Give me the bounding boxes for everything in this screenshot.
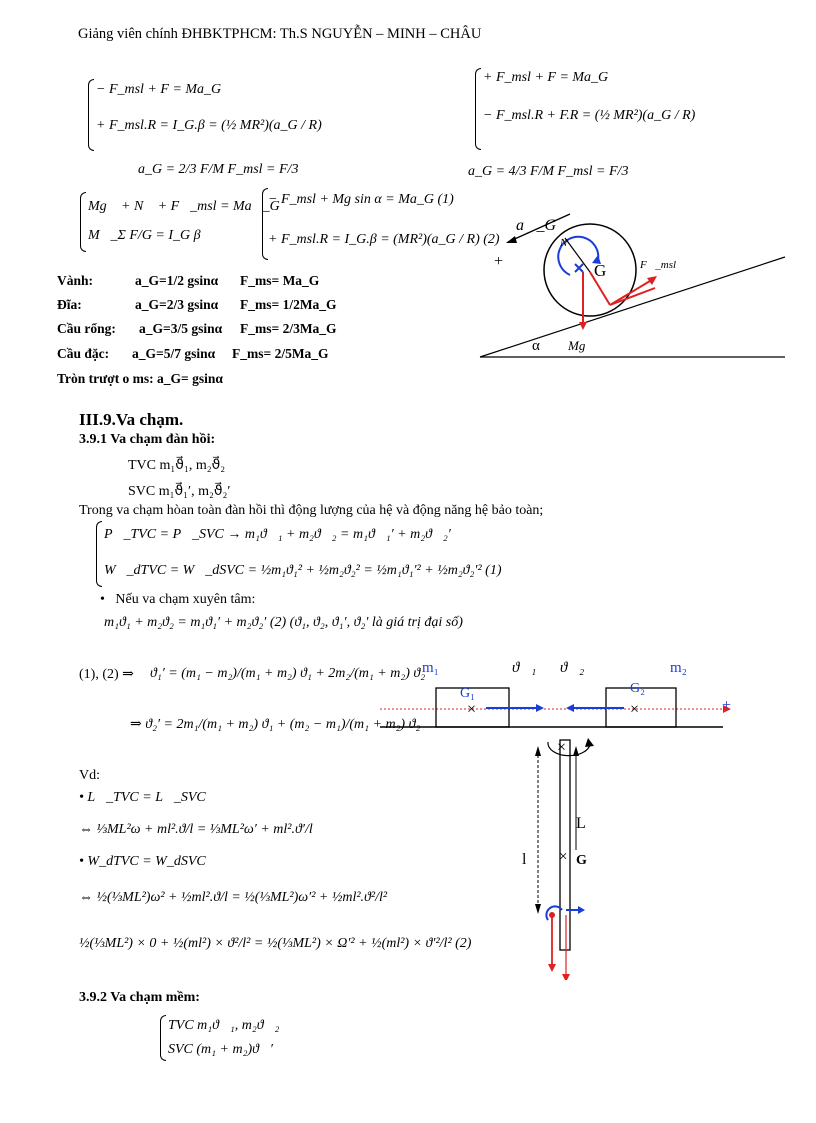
- center-label: G: [594, 261, 607, 280]
- equation-line: + F_msl.R = I_G.β = (½ MR²)(a_G / R): [96, 118, 322, 133]
- g1-label: G₁: [460, 686, 475, 701]
- cross-mark: ×: [467, 701, 477, 718]
- equation-line: + F_msl.R = I_G.β = (MR²)(a_G / R) (2): [268, 232, 500, 247]
- page-header: Giảng viên chính ĐHBKTPHCM: Th.S NGUYỄN – MINH – CHÂU: [78, 26, 482, 42]
- equation-line: − F_msl + Mg sin α = Ma_G (1): [268, 192, 454, 207]
- v2-label: ϑ⃗₂: [560, 660, 585, 676]
- bullet-item: • Nếu va chạm xuyên tâm:: [100, 592, 256, 607]
- v1-label: ϑ⃗₁: [512, 660, 537, 676]
- rule-row: Đĩa: a_G=2/3 gsinα F_ms= 1/2Ma_G: [57, 297, 337, 312]
- example-line: • W_dTVC = W_dSVC: [79, 854, 206, 869]
- length-l-label: l: [522, 851, 527, 868]
- result-v1: ϑ₁′ = (m₁ − m₂)/(m₁ + m₂) ϑ₁ + 2m₂/(m₁ + m₂) ϑ₂: [150, 666, 426, 681]
- subsection-title: 3.9.2 Va chạm mềm:: [79, 990, 200, 1005]
- wheel: [544, 224, 636, 316]
- rotation-arrow-icon: [548, 742, 590, 756]
- rod-figure: [500, 730, 610, 980]
- equation-result: a_G = 4/3 F/M F_msl = F/3: [468, 164, 629, 179]
- result-v2: ⇒ ϑ₂′ = 2m₁/(m₁ + m₂) ϑ₁ + (m₂ − m₁)/(m₁ + m₂) ϑ₂: [130, 717, 421, 732]
- rule-row: Cầu đặc: a_G=5/7 gsinα F_ms= 2/5Ma_G: [57, 346, 329, 361]
- svc-line: SVC m₁ϑ⃗₁′, m₂ϑ⃗₂′: [128, 484, 231, 499]
- cross-mark: ×: [630, 701, 640, 718]
- brace: [80, 192, 86, 252]
- brace: [160, 1015, 166, 1061]
- equation-line: Mg⃗ + N⃗ + F⃗_msl = Ma⃗_G: [88, 199, 280, 214]
- g2-label: G₂: [630, 681, 645, 696]
- statement: Trong va chạm hòan toàn đàn hồi thì động lượng của hệ và động năng hệ bảo toàn;: [79, 503, 544, 518]
- incline-figure: [470, 200, 790, 365]
- result-prefix: (1), (2) ⇒: [79, 667, 134, 682]
- example-line: ½(⅓ML²) × 0 + ½(ml²) × ϑ²/l² = ½(⅓ML²) × Ω′² + ½(ml²) × ϑ′²/l² (2): [79, 936, 472, 951]
- collision-figure: [378, 652, 738, 732]
- rule-row-last: Tròn trượt o ms: a_G= gsinα: [57, 371, 223, 386]
- rule-row: Vành: a_G=1/2 gsinα F_ms= Ma_G: [57, 273, 320, 288]
- rule-row: Cầu rổng: a_G=3/5 gsinα F_ms= 2/3Ma_G: [57, 321, 337, 336]
- central-collision-eq: m₁ϑ₁ + m₂ϑ₂ = m₁ϑ₁′ + m₂ϑ₂′ (2) (ϑ₁, ϑ₂, ϑ₁′, ϑ₂′ là giá trị đại số): [104, 615, 463, 630]
- normal-label: N: [560, 237, 568, 249]
- m1-label: m₁: [422, 660, 439, 676]
- equation-line: + F_msl + F = Ma_G: [483, 70, 609, 85]
- center-mark: ×: [559, 849, 568, 865]
- section-title: III.9.Va chạm.: [79, 410, 184, 429]
- soft-svc-line: SVC (m₁ + m₂)ϑ⃗′: [168, 1042, 273, 1057]
- momentum-conservation: P⃗_TVC = P⃗_SVC → m₁ϑ⃗₁ + m₂ϑ⃗₂ = m₁ϑ⃗₁′ + m₂ϑ⃗₂′: [104, 527, 451, 542]
- brace: [475, 68, 481, 150]
- rod: [560, 740, 570, 950]
- soft-tvc-line: TVC m₁ϑ⃗₁, m₂ϑ⃗₂: [168, 1018, 280, 1033]
- equation-result: a_G = 2/3 F/M F_msl = F/3: [138, 162, 299, 177]
- example-line: ⇔ ½(⅓ML²)ω² + ½ml².ϑ/l = ½(⅓ML²)ω′² + ½ml².ϑ²/l²: [79, 890, 388, 905]
- example-label: Vd:: [79, 768, 100, 783]
- equation-line: − F_msl + F = Ma_G: [96, 82, 222, 97]
- weight-label: Mg⃗: [568, 338, 596, 353]
- subsection-title: 3.9.1 Va chạm đàn hồi:: [79, 432, 216, 447]
- equation-line: − F_msl.R + F.R = (½ MR²)(a_G / R): [483, 108, 696, 123]
- brace: [96, 521, 102, 587]
- example-line: • L⃗_TVC = L⃗_SVC: [79, 790, 206, 805]
- example-line: ⇔ ⅓ML²ω + ml².ϑ/l = ⅓ML²ω′ + ml².ϑ′/l: [79, 822, 313, 837]
- m2-label: m₂: [670, 660, 687, 676]
- equation-line: M⃗_Σ F/G = I_G β⃗: [88, 228, 212, 243]
- energy-conservation: W⃗_dTVC = W⃗_dSVC = ½m₁ϑ₁² + ½m₂ϑ₂² = ½m₁ϑ₁′² + ½m₂ϑ₂′² (1): [104, 563, 502, 578]
- brace: [88, 79, 94, 151]
- pivot-mark: ×: [557, 739, 567, 756]
- plus-sign: +: [494, 253, 504, 270]
- length-L-label: L: [576, 815, 586, 832]
- center-label: G: [576, 853, 587, 868]
- acceleration-label: a⃗_G: [516, 217, 556, 234]
- tvc-line: TVC m₁ϑ⃗₁, m₂ϑ⃗₂: [128, 458, 226, 473]
- plus-sign: +: [722, 697, 732, 714]
- alpha-label: α: [532, 338, 540, 354]
- friction-label: F⃗_msl: [640, 259, 677, 271]
